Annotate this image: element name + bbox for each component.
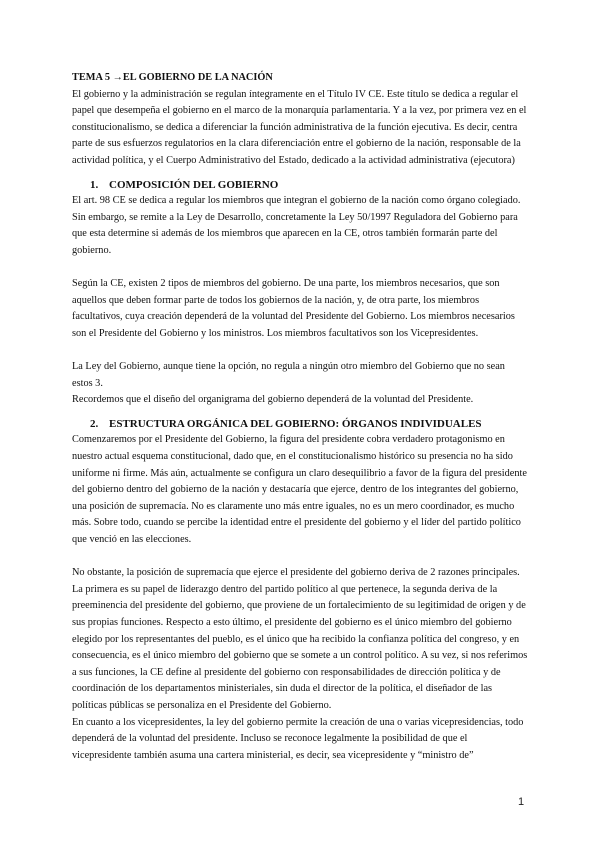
section-2-heading <box>72 416 528 433</box>
section-1-paragraph-3: La Ley del Gobierno, aunque tiene la opción, no regula a ningún otro miembro del Gobierno que no sean estos 3. <box>72 361 505 389</box>
paragraph-gap <box>72 549 528 566</box>
section-1-paragraph-4: Recordemos que el diseño del organigrama del gobierno dependerá de la voluntad del Presidente. <box>72 394 474 406</box>
section-1-number: 1. <box>90 178 99 191</box>
section-2-paragraph-1: Comenzaremos por el Presidente del Gobierno, la figura del presidente cobra verdadero protagonismo en nuestro actual esquema constitucional, dado que, en el constitucionalismo histórico su presencia no ha sido uniforme ni firme. Más aún, actualmente se configura un claro desequilibrio a favor de la figura del presidente del gobierno dentro del gobierno de la nación y destacaría que ejerce, dentro de los integrantes del gobierno, una posición de supremacía. No es claramente uno más entre iguales, no es un mero coordinador, es mucho más. Sobre todo, cuando se percibe la identidad entre el presidente del gobierno y el líder del partido político que venció en las elecciones. <box>72 434 527 546</box>
intro-paragraph: El gobierno y la administración se regulan íntegramente en el Título IV CE. Este título se dedica a regular el papel que desempeña el gobierno en el marco de la monarquía parlamentaria. Y a la vez, por primera vez en el constitucionalismo, se dedica a diferenciar la función administrativa de la función ejecutiva. Es decir, centra parte de sus esfuerzos regulatorios en la clara diferenciación entre el gobierno de la nación, responsable de la actividad política, y el Cuerpo Administrativo del Estado, dedicado a la actividad administrativa (ejecutora) <box>72 88 527 166</box>
paragraph-gap <box>72 260 528 277</box>
section-2-number: 2. <box>90 417 99 430</box>
paragraph-gap <box>72 343 528 360</box>
section-2-paragraph-2: No obstante, la posición de supremacía que ejerce el presidente del gobierno deriva de 2 razones principales. La primera es su papel de liderazgo dentro del partido político al que pertenece, la segunda deriva de la preeminencia del presidente del gobierno, que proviene de un fortalecimiento de su legitimidad de origen y de sus propias funciones. Respecto a esto último, el presidente del gobierno es el único miembro del gobierno elegido por los representantes del pueblo, es el único que ha recibido la confianza política del congreso, y en consecuencia, es el único miembro del gobierno que se somete a un control político. A su vez, si nos referimos a sus funciones, la CE define al presidente del gobierno con responsabilidades de dirección política y de coordinación de los departamentos ministeriales, sin duda el director de la política, el diseñador de las políticas públicas se personaliza en el Presidente del Gobierno. <box>72 567 528 711</box>
section-2-title: ESTRUCTURA ORGÁNICA DEL GOBIERNO: ÓRGANOS INDIVIDUALES <box>109 417 482 430</box>
section-1-title: COMPOSICIÓN DEL GOBIERNO <box>109 178 279 191</box>
page-content <box>72 70 528 764</box>
section-1-paragraph-2: Según la CE, existen 2 tipos de miembros del gobierno. De una parte, los miembros necesarios, que son aquellos que deben formar parte de todos los gobiernos de la nación, y, de otra parte, los miembros facultativos, cuya creación dependerá de la voluntad del Presidente del Gobierno. Los miembros necesarios son el Presidente del Gobierno y los ministros. Los miembros facultativos son los Vicepresidentes. <box>72 278 515 339</box>
section-2-paragraph-3: En cuanto a los vicepresidentes, la ley del gobierno permite la creación de una o varias vicepresidencias, todo dependerá de la voluntad del presidente. Incluso se reconoce legalmente la posibilidad de que el vicepresidente también asuma una cartera ministerial, es decir, sea vicepresidente y “ministro de” <box>72 716 524 761</box>
page-number: 1 <box>518 796 525 808</box>
section-1-paragraph-1: El art. 98 CE se dedica a regular los miembros que integran el gobierno de la nación como órgano colegiado. Sin embargo, se remite a la Ley de Desarrollo, concretamente la Ley 50/1997 Reguladora del Gobierno para que esta determine si además de los miembros que aparecen en la CE, otros también formarán parte del gobierno. <box>72 195 521 256</box>
page-title: TEMA 5 →EL GOBIERNO DE LA NACIÓN <box>72 72 273 83</box>
section-1-heading <box>72 177 528 194</box>
